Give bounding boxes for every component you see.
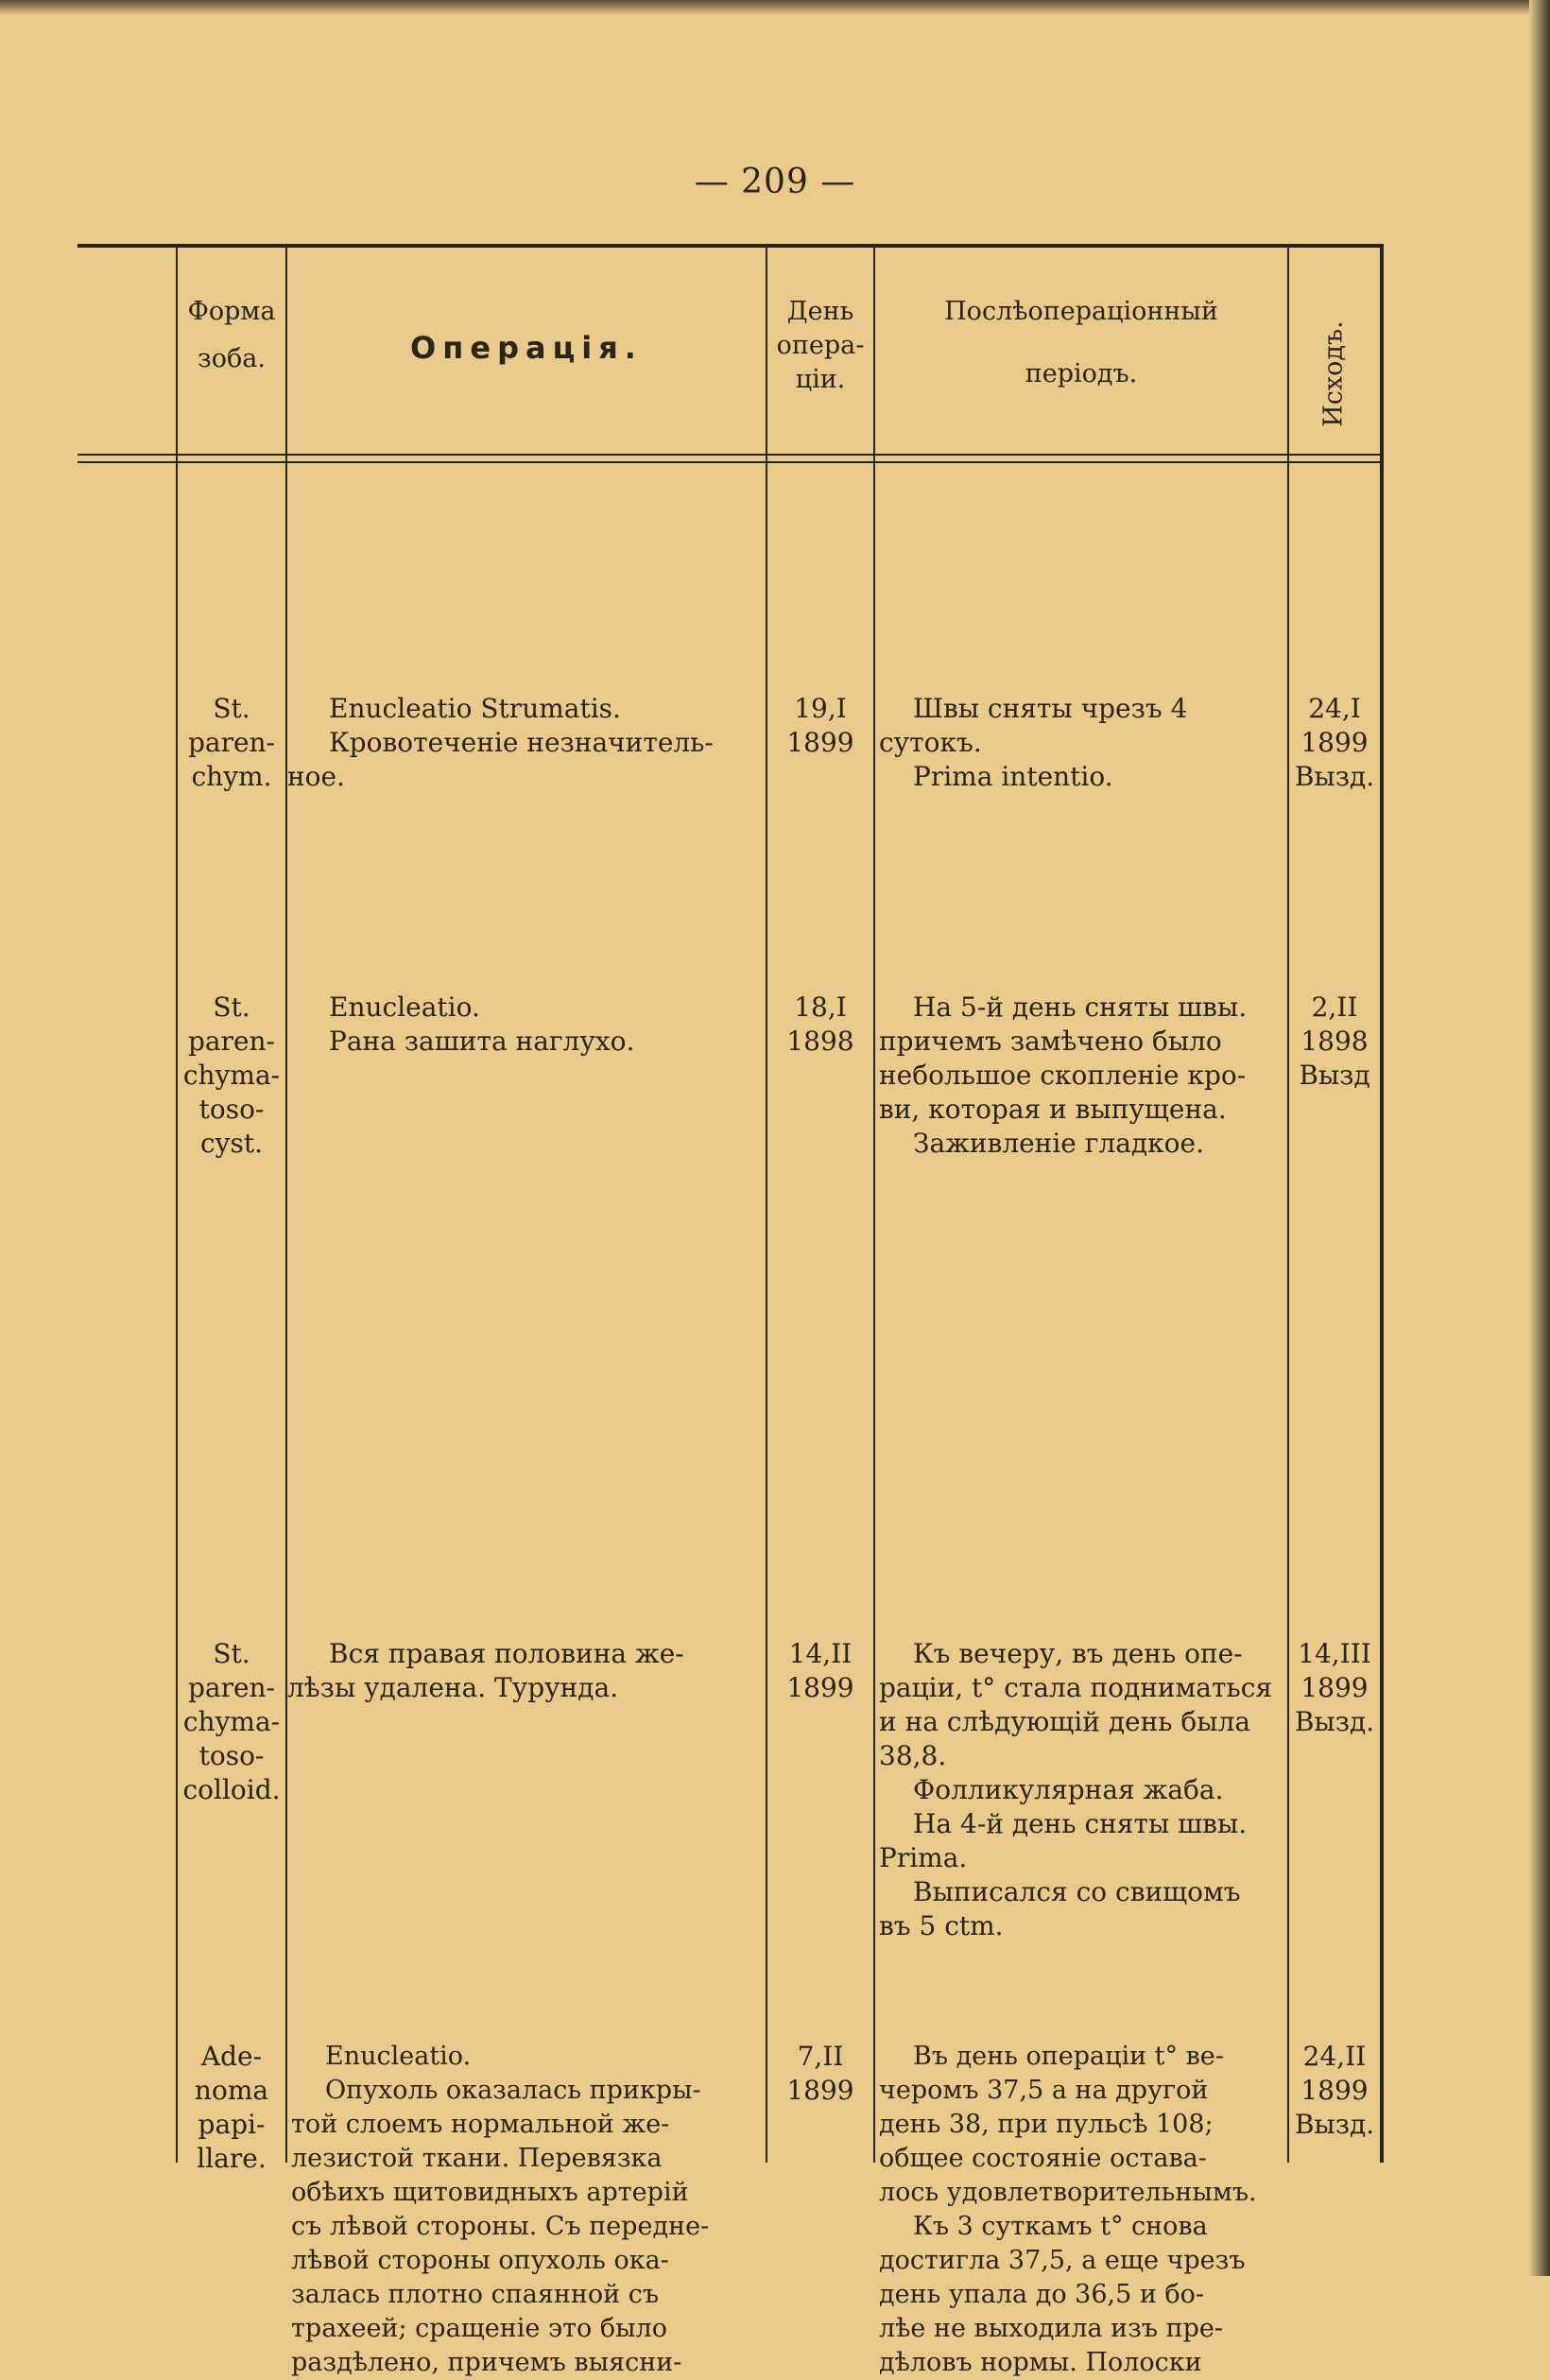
row3-operation: Вся правая половина же- лѣзы удалена. Турунда. (287, 1638, 684, 1703)
row2-form: St. paren- chyma- toso- cyst. (182, 992, 281, 1159)
header-bottom-rule (78, 454, 1384, 456)
row1-operation: Enucleatio Strumatis. Кровотеченіе незначитель- ное. (287, 693, 714, 792)
row2-day: 18,I 1898 (786, 992, 854, 1057)
header-day: День опера- ціи. (776, 297, 865, 394)
col-rule-4 (873, 244, 875, 2163)
table-top-rule (78, 244, 1384, 248)
row4-operation: Enucleatio. Опухоль оказалась прикры- той слоемъ нормальной же- лезистой ткани. Перевязка обѣихъ щитовидныхъ артерій съ лѣвой стороны. Съ передне- лѣвой стороны опухоль ока- залась плотно спаянной съ трахеей; сращеніе это было раздѣлено, причемъ выясни- (291, 2042, 710, 2377)
row4-day: 7,II 1899 (786, 2041, 854, 2106)
page-edge-top (0, 0, 1550, 15)
row2-operation: Enucleatio. Рана зашита наглухо. (329, 992, 635, 1057)
row4-outcome: 24,II 1899 Вызд. (1294, 2041, 1375, 2140)
col-rule-3 (766, 244, 767, 2163)
col-rule-1 (176, 244, 178, 2163)
row3-day: 14,II 1899 (786, 1638, 854, 1703)
col-rule-5 (1287, 244, 1289, 2163)
page-number: — 209 — (694, 163, 856, 201)
header-operation: Операція. (410, 330, 643, 366)
row3-outcome: 14,III 1899 Вызд. (1294, 1638, 1375, 1737)
header-outcome: Исходъ. (1318, 320, 1349, 427)
col-rule-right (1380, 244, 1384, 2163)
row3-form: St. paren- chyma- toso- colloid. (182, 1638, 281, 1805)
row3-postop: Къ вечеру, въ день опе- раціи, t° стала подниматься и на слѣдующій день была 38,8. Фолликулярная жаба. На 4-й день сняты швы. Prima. Выписался со свищомъ въ 5 ctm. (879, 1638, 1273, 1941)
row4-form: Ade- noma papi- llare. (194, 2041, 269, 2174)
row1-postop: Швы сняты чрезъ 4 сутокъ. Prima intentio. (879, 693, 1188, 792)
results-table (78, 244, 1384, 2377)
row1-day: 19,I 1899 (786, 693, 854, 758)
header-bottom-rule-2 (78, 461, 1384, 463)
row1-form: St. paren- chym. (187, 693, 276, 792)
row4-postop: Въ день операціи t° ве- черомъ 37,5 а на другой день 38, при пульсѣ 108; общее состояніе остава- лось удовлетворительнымъ. Къ 3 суткамъ t° снова достигла 37,5, а еще чрезъ день упала до 36,5 и бо- лѣе не выходила изъ пре- дѣловъ нормы. Полоски (879, 2042, 1257, 2377)
page-edge-right (1529, 0, 1550, 2276)
row2-outcome: 2,II 1898 Вызд (1299, 992, 1370, 1091)
col-rule-2 (285, 244, 287, 2163)
row1-outcome: 24,I 1899 Вызд. (1294, 693, 1375, 792)
header-form: Форма зоба. (187, 297, 276, 373)
row2-postop: На 5-й день сняты швы. причемъ замѣчено было небольшое скопленіе кро- ви, которая и выпущена. Заживленіе гладкое. (879, 992, 1248, 1159)
header-postop: Послѣопераціонный періодъ. (944, 297, 1218, 388)
